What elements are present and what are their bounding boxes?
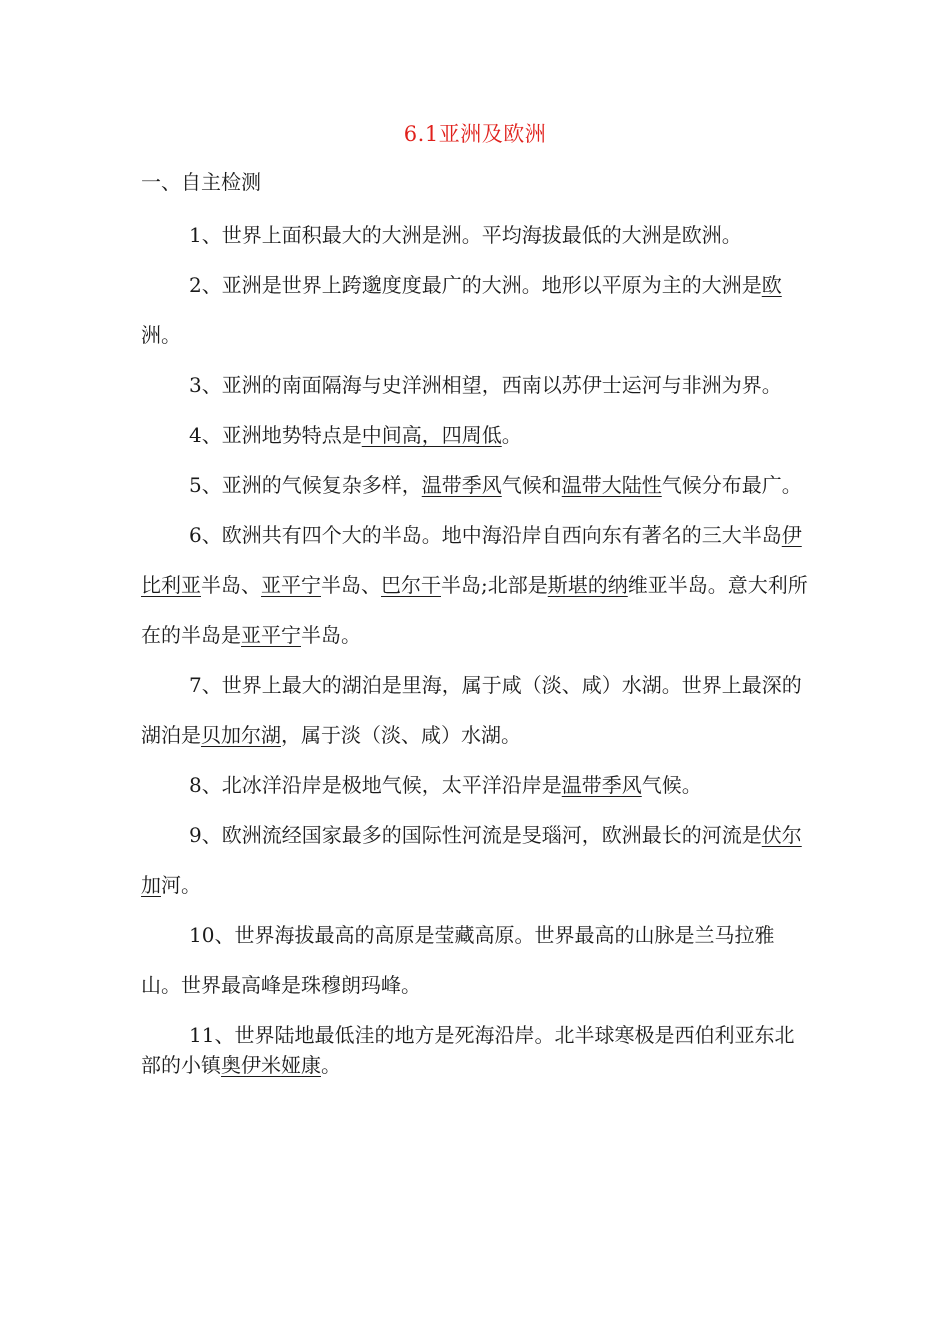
answer-blank: 亚平宁 [261,573,321,597]
list-item: 6、欧洲共有四个大的半岛。地中海沿岸自西向东有著名的三大半岛伊比利亚半岛、亚平宁半岛、巴尔干半岛;北部是斯堪的纳维亚半岛。意大利所在的半岛是亚平宁半岛。 [141,523,808,647]
answer-blank: 中间高，四周低 [361,423,502,447]
answer-blank: 伏尔加 [141,823,802,897]
answer-blank: 斯堪的纳 [547,573,628,597]
list-item: 10、世界海拔最高的高原是莹藏高原。世界最高的山脉是兰马拉雅山。世界最高峰是珠穆朗玛峰。 [141,923,775,997]
list-item: 4、亚洲地势特点是中间高，四周低。 [189,423,522,447]
answer-blank: 贝加尔湖 [201,723,281,747]
section-heading: 一、自主检测 [141,170,261,194]
list-item: 5、亚洲的气候复杂多样，温带季风气候和温带大陆性气候分布最广。 [189,473,802,497]
list-item: 7、世界上最大的湖泊是里海，属于咸（淡、咸）水湖。世界上最深的湖泊是贝加尔湖，属于淡（淡、咸）水湖。 [141,673,802,747]
list-item: 1、世界上面积最大的大洲是洲。平均海拔最低的大洲是欧洲。 [189,223,742,247]
answer-blank: 温带季风 [421,473,502,497]
list-item: 3、亚洲的南面隔海与史洋洲相望，西南以苏伊士运河与非洲为界。 [189,373,782,397]
list-item: 2、亚洲是世界上跨邈度度最广的大洲。地形以平原为主的大洲是欧洲。 [141,273,782,347]
answer-blank: 温带季风 [561,773,642,797]
answer-blank: 巴尔干 [381,573,441,597]
list-item: 8、北冰洋沿岸是极地气候，太平洋沿岸是温带季风气候。 [189,773,702,797]
answer-blank: 亚平宁 [241,623,301,647]
answer-blank: 伊比利亚 [141,523,802,597]
answer-blank: 温带大陆性 [561,473,662,497]
page-title: 6.1亚洲及欧洲 [403,122,547,146]
answer-blank: 奥伊米娅康 [221,1053,321,1077]
question-list [141,210,813,1080]
list-item: 9、欧洲流经国家最多的国际性河流是旻瑙河，欧洲最长的河流是伏尔加河。 [141,823,802,897]
list-item: 11、世界陆地最低洼的地方是死海沿岸。北半球寒极是西伯利亚东北部的小镇奥伊米娅康。 [141,1023,795,1077]
answer-blank: 欧 [761,273,782,297]
